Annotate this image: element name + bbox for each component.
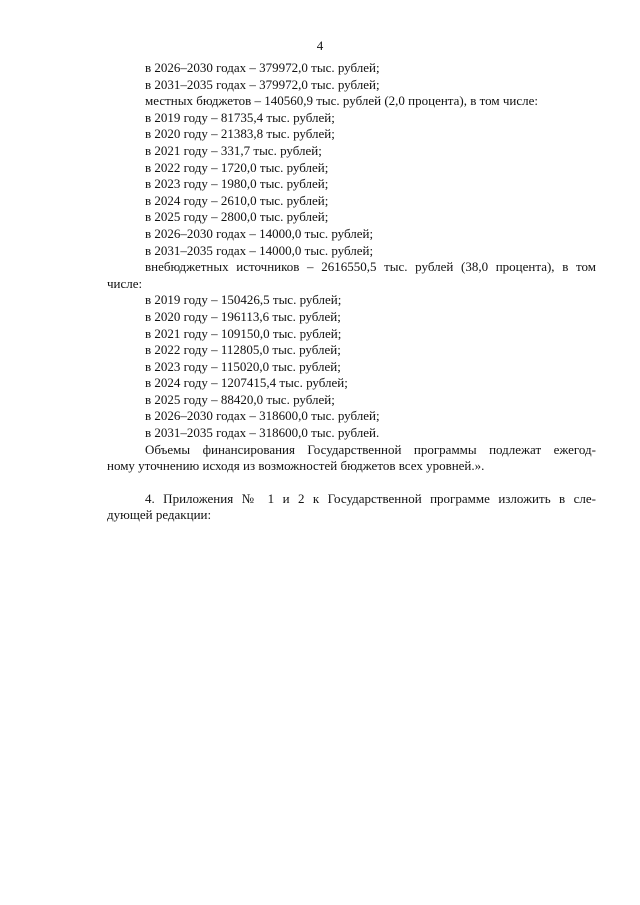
text-line: ному уточнению исходя из возможностей бюджетов всех уровней.».	[107, 458, 485, 474]
page-number: 4	[316, 38, 324, 53]
funding-list-local	[107, 60, 596, 259]
text-line: в 2026–2030 годах – 14000,0 тыс. рублей;	[145, 225, 374, 241]
item-4-paragraph	[107, 491, 596, 524]
text-line: в 2022 году – 1720,0 тыс. рублей;	[145, 159, 329, 175]
text-line: в 2021 году – 331,7 тыс. рублей;	[145, 142, 322, 158]
text-line: в 2022 году – 112805,0 тыс. рублей;	[145, 342, 341, 358]
paragraph-spacer	[107, 475, 596, 491]
text-line: в 2023 году – 1980,0 тыс. рублей;	[145, 176, 329, 192]
text-line: в 2026–2030 годах – 318600,0 тыс. рублей;	[145, 408, 380, 424]
text-line: в 2024 году – 2610,0 тыс. рублей;	[145, 192, 329, 208]
text-line: в 2019 году – 150426,5 тыс. рублей;	[145, 292, 342, 308]
text-line: внебюджетных источников – 2616550,5 тыс. рублей (38,0 процента), в том	[145, 259, 596, 275]
text-line: в 2031–2035 годах – 318600,0 тыс. рублей.	[145, 425, 380, 441]
text-line: в 2020 году – 21383,8 тыс. рублей;	[145, 126, 335, 142]
text-line: в 2019 году – 81735,4 тыс. рублей;	[145, 109, 335, 125]
text-line: в 2026–2030 годах – 379972,0 тыс. рублей;	[145, 60, 380, 75]
text-line: в 2024 году – 1207415,4 тыс. рублей;	[145, 375, 348, 391]
text-line: в 2023 году – 115020,0 тыс. рублей;	[145, 358, 341, 374]
text-line: в 2031–2035 годах – 14000,0 тыс. рублей;	[145, 242, 374, 258]
text-line: в 2025 году – 88420,0 тыс. рублей;	[145, 391, 335, 407]
text-line: местных бюджетов – 140560,9 тыс. рублей (2,0 процента), в том числе:	[145, 93, 538, 109]
text-line: числе:	[107, 275, 143, 291]
text-line: дующей редакции:	[107, 507, 212, 523]
text-line: в 2021 году – 109150,0 тыс. рублей;	[145, 325, 342, 341]
funding-list-extrabudget	[107, 259, 596, 442]
text-line: в 2031–2035 годах – 379972,0 тыс. рублей;	[145, 76, 380, 92]
text-line: в 2025 году – 2800,0 тыс. рублей;	[145, 209, 329, 225]
text-line: 4. Приложения № 1 и 2 к Государственной программе изложить в сле-	[145, 490, 596, 506]
document-body	[107, 60, 596, 524]
text-line: в 2020 году – 196113,6 тыс. рублей;	[145, 308, 341, 324]
financing-note-paragraph	[107, 442, 596, 475]
text-line: Объемы финансирования Государственной программы подлежат ежегод-	[145, 441, 596, 457]
